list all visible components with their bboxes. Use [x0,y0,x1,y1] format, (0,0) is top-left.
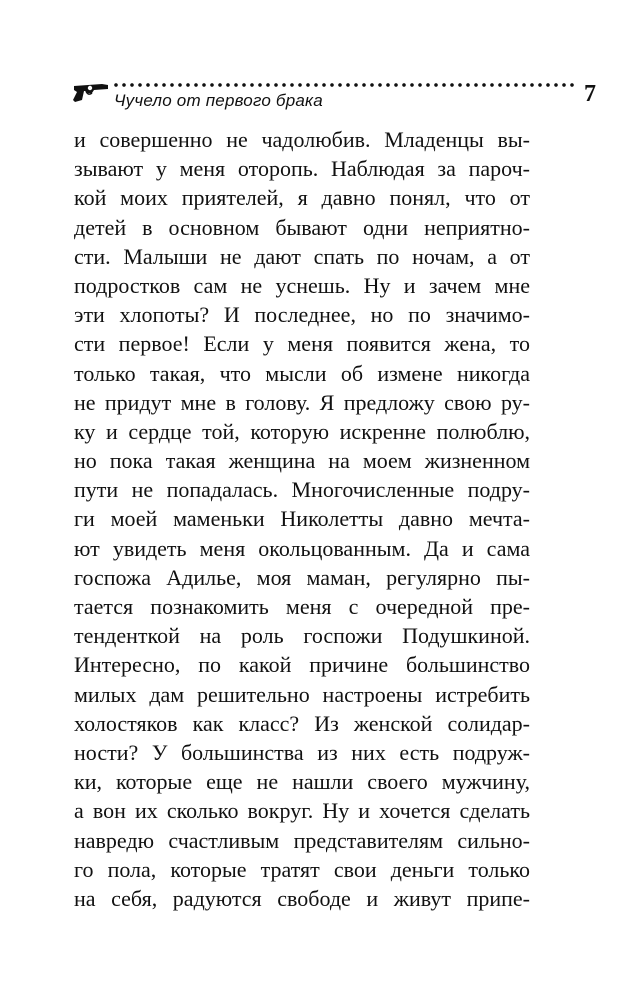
text-line: сти. Малыши не дают спать по ночам, а от [74,243,530,269]
text-line: эти хлопоты? И последнее, но по значимо- [74,302,530,328]
text-line: ют увидеть меня окольцованным. Да и сама [74,535,530,561]
text-line: ности? У большинства из них есть подруж- [74,739,530,765]
dotted-rule [112,82,574,88]
text-line: тается познакомить меня с очередной пре- [74,594,530,619]
text-line: го пола, которые тратят свои деньги только [74,856,530,882]
text-line: госпожа Адилье, моя маман, регулярно пы- [74,564,530,590]
text-line: сти первое! Если у меня появится жена, то [74,331,530,357]
text-line: навредю счастливым представителям сильно- [74,827,530,853]
running-header [72,76,596,116]
text-line: а вон их сколько вокруг. Ну и хочется сделать [74,798,530,824]
body-text [74,125,530,913]
text-line: ки, которые еще не нашли своего мужчину, [74,769,530,795]
text-line: Интересно, по какой причине большинство [74,652,530,678]
text-line: не придут мне в голову. Я предложу свою ру- [74,389,530,415]
text-line: тенденткой на роль госпожи Подушкиной. [74,623,530,649]
text-line: подростков сам не уснешь. Ну и зачем мне [74,272,530,298]
revolver-icon [72,80,110,104]
text-line: на себя, радуются свободе и живут припе- [74,885,530,911]
text-line: пути не попадалась. Многочисленные подру- [74,477,530,503]
text-line: и совершенно не чадолюбив. Младенцы вы- [74,127,530,152]
text-line: только такая, что мысли об измене никогда [74,360,530,386]
page-number: 7 [584,81,596,107]
text-line: зывают у меня оторопь. Наблюдая за пароч- [74,156,530,182]
text-line: холостяков как класс? Из женской солидар- [74,710,530,736]
text-line: ги моей маменьки Николетты давно мечта- [74,506,530,532]
text-line: детей в основном бывают одни неприятно- [74,214,530,240]
text-line: кой моих приятелей, я давно понял, что от [74,185,530,211]
text-line: но пока такая женщина на моем жизненном [74,448,530,474]
text-line: милых дам решительно настроены истребить [74,681,530,707]
text-line: ку и сердце той, которую искренне полюблю, [74,418,530,444]
book-title: Чучело от первого брака [114,91,323,110]
